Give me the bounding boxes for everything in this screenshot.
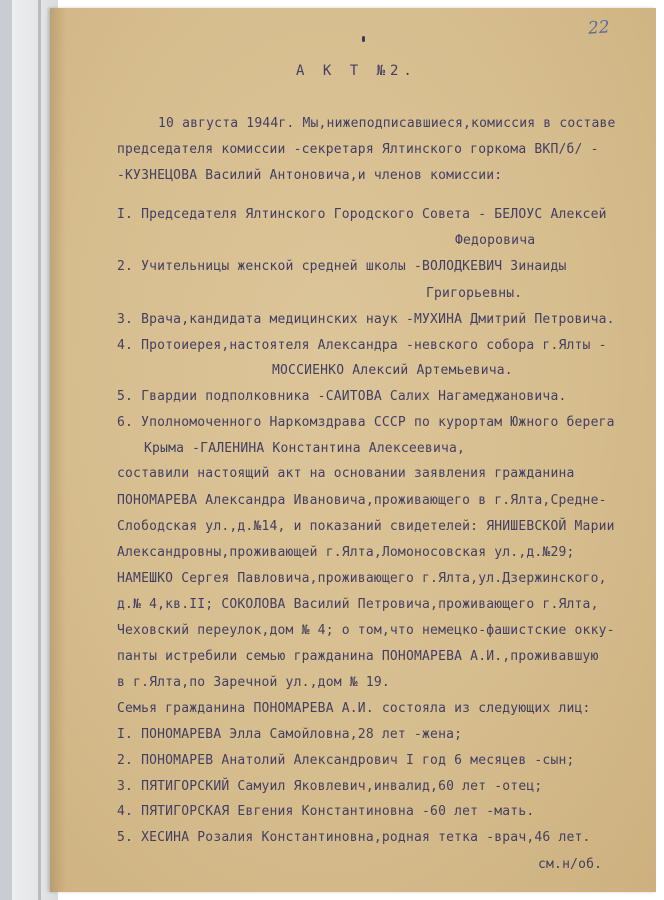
text-line-16: Слободская ул.,д.№14, и показаний свидетелей: ЯНИШЕВСКОЙ Марии <box>117 519 615 534</box>
text-line-13: Крыма -ГАЛЕНИНА Константина Алексеевича, <box>144 441 466 456</box>
sheet-shadow <box>50 8 66 892</box>
ink-mark <box>362 36 365 42</box>
document-title: А К Т №2. <box>296 63 417 79</box>
page-number: 22 <box>587 17 611 39</box>
text-line-2: председателя комиссии -секретаря Ялтинского горкома ВКП/б/ - <box>117 142 599 157</box>
text-line-15: ПОНОМАРЕВА Александра Ивановича,проживающего в г.Ялта,Средне- <box>117 493 607 508</box>
text-line-24: I. ПОНОМАРЕВА Элла Самойловна,28 лет -жена; <box>117 727 463 742</box>
text-line-22: в г.Ялта,по Заречной ул.,дом № 19. <box>117 675 390 690</box>
text-line-17: Александровны,проживающей г.Ялта,Ломоносовская ул.,д.№29; <box>117 545 575 560</box>
text-line-5: Федоровича <box>455 233 536 248</box>
text-line-3: -КУЗНЕЦОВА Василий Антоновича,и членов комиссии: <box>117 168 503 183</box>
text-line-14: составили настоящий акт на основании заявления гражданина <box>117 466 575 481</box>
scanner-frame <box>0 0 12 900</box>
binder-edge <box>38 0 41 900</box>
text-line-12: 6. Уполномоченного Наркомздрава СССР по курортам Южного берега <box>117 415 615 430</box>
text-line-28: 5. ХЕСИНА Розалия Константиновна,родная тетка -врач,46 лет. <box>117 830 591 845</box>
text-line-1: 10 августа 1944г. Мы,нижеподписавшиеся,комиссия в составе <box>158 116 616 131</box>
text-line-25: 2. ПОНОМАРЕВ Анатолий Александрович I год 6 месяцев -сын; <box>117 753 575 768</box>
text-line-9: 4. Протоиерея,настоятеля Александра -невского собора г.Ялты - <box>117 338 607 353</box>
text-line-27: 4. ПЯТИГОРСКАЯ Евгения Константиновна -60 лет -мать. <box>117 804 535 819</box>
text-line-10: МОССИЕНКО Алексий Артемьевича. <box>272 363 513 378</box>
continued-note: см.н/об. <box>538 857 603 872</box>
text-line-20: Чеховский переулок,дом № 4; о том,что немецко-фашистские окку- <box>117 623 615 638</box>
text-line-19: д.№ 4,кв.II; СОКОЛОВА Василий Петровича,проживающего г.Ялта, <box>117 597 599 612</box>
text-line-11: 5. Гвардии подполковника -САИТОВА Салих Нагамеджановича. <box>117 389 567 404</box>
text-line-23: Семья гражданина ПОНОМАРЕВА А.И. состояла из следующих лиц: <box>117 701 591 716</box>
text-line-18: НАМЕШКО Сергея Павловича,проживающего г.Ялта,ул.Дзержинского, <box>117 571 607 586</box>
text-line-26: 3. ПЯТИГОРСКИЙ Самуил Яковлевич,инвалид,60 лет -отец; <box>117 779 543 794</box>
text-line-4: I. Председателя Ялтинского Городского Совета - БЕЛОУС Алексей <box>117 207 607 222</box>
text-line-7: Григорьевны. <box>426 286 523 301</box>
text-line-21: панты истребили семью гражданина ПОНОМАРЕВА А.И.,проживавшую <box>117 649 599 664</box>
text-line-8: 3. Врача,кандидата медицинских наук -МУХИНА Дмитрий Петровича. <box>117 312 615 327</box>
text-line-6: 2. Учительницы женской средней школы -ВОЛОДКЕВИЧ Зинаиды <box>117 259 567 274</box>
